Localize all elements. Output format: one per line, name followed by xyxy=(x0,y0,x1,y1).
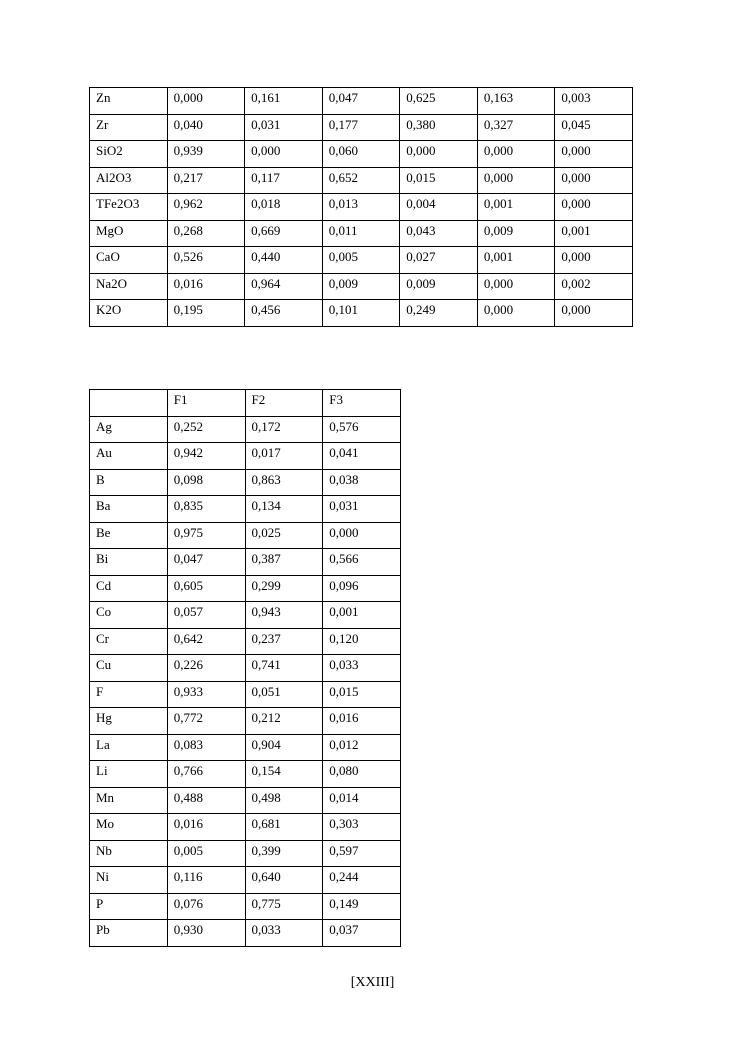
table-row xyxy=(90,469,401,496)
table-row xyxy=(90,787,401,814)
loading-value-cell: 0,037 xyxy=(323,920,401,947)
loading-value-cell: 0,456 xyxy=(245,300,323,327)
loading-value-cell: 0,027 xyxy=(400,247,478,274)
loading-value-cell: 0,681 xyxy=(245,814,323,841)
row-label-cell: F xyxy=(90,681,168,708)
loading-value-cell: 0,116 xyxy=(167,867,245,894)
row-label-cell: Be xyxy=(90,522,168,549)
loading-value-cell: 0,002 xyxy=(555,273,633,300)
column-header-cell: F3 xyxy=(323,390,401,417)
loading-value-cell: 0,016 xyxy=(167,814,245,841)
loading-value-cell: 0,835 xyxy=(167,496,245,523)
table-row xyxy=(90,443,401,470)
loading-value-cell: 0,004 xyxy=(400,194,478,221)
row-label-cell: Co xyxy=(90,602,168,629)
loading-value-cell: 0,000 xyxy=(477,141,555,168)
table-row xyxy=(90,167,633,194)
loading-value-cell: 0,244 xyxy=(323,867,401,894)
row-label-cell: Na2O xyxy=(90,273,168,300)
row-label-cell: Li xyxy=(90,761,168,788)
loading-value-cell: 0,018 xyxy=(245,194,323,221)
oxide-loadings-table-body xyxy=(90,88,633,327)
loading-value-cell: 0,134 xyxy=(245,496,323,523)
loading-value-cell: 0,060 xyxy=(322,141,400,168)
loading-value-cell: 0,163 xyxy=(477,88,555,115)
loading-value-cell: 0,652 xyxy=(322,167,400,194)
loading-value-cell: 0,177 xyxy=(322,114,400,141)
loading-value-cell: 0,640 xyxy=(245,867,323,894)
element-loadings-table xyxy=(89,389,401,947)
loading-value-cell: 0,001 xyxy=(323,602,401,629)
loading-value-cell: 0,669 xyxy=(245,220,323,247)
row-label-cell: B xyxy=(90,469,168,496)
row-label-cell: Mo xyxy=(90,814,168,841)
loading-value-cell: 0,025 xyxy=(245,522,323,549)
loading-value-cell: 0,597 xyxy=(323,840,401,867)
table-row xyxy=(90,273,633,300)
loading-value-cell: 0,009 xyxy=(400,273,478,300)
loading-value-cell: 0,625 xyxy=(400,88,478,115)
loading-value-cell: 0,051 xyxy=(245,681,323,708)
loading-value-cell: 0,741 xyxy=(245,655,323,682)
loading-value-cell: 0,566 xyxy=(323,549,401,576)
table-row xyxy=(90,867,401,894)
row-label-cell: Ba xyxy=(90,496,168,523)
loading-value-cell: 0,009 xyxy=(477,220,555,247)
row-label-cell: Bi xyxy=(90,549,168,576)
row-label-cell: CaO xyxy=(90,247,168,274)
loading-value-cell: 0,149 xyxy=(323,893,401,920)
row-label-cell: MgO xyxy=(90,220,168,247)
table-row xyxy=(90,920,401,947)
loading-value-cell: 0,120 xyxy=(323,628,401,655)
loading-value-cell: 0,161 xyxy=(245,88,323,115)
loading-value-cell: 0,005 xyxy=(322,247,400,274)
table-row xyxy=(90,575,401,602)
loading-value-cell: 0,000 xyxy=(555,194,633,221)
table-row xyxy=(90,220,633,247)
loading-value-cell: 0,015 xyxy=(323,681,401,708)
table-row xyxy=(90,761,401,788)
loading-value-cell: 0,237 xyxy=(245,628,323,655)
table-row xyxy=(90,734,401,761)
element-loadings-table-header xyxy=(90,390,401,417)
header-row xyxy=(90,390,401,417)
row-label-cell: K2O xyxy=(90,300,168,327)
column-header-cell xyxy=(90,390,168,417)
loading-value-cell: 0,576 xyxy=(323,416,401,443)
loading-value-cell: 0,964 xyxy=(245,273,323,300)
loading-value-cell: 0,195 xyxy=(167,300,245,327)
loading-value-cell: 0,001 xyxy=(477,247,555,274)
loading-value-cell: 0,526 xyxy=(167,247,245,274)
loading-value-cell: 0,001 xyxy=(477,194,555,221)
column-header-cell: F2 xyxy=(245,390,323,417)
table-row xyxy=(90,88,633,115)
loading-value-cell: 0,303 xyxy=(323,814,401,841)
loading-value-cell: 0,117 xyxy=(245,167,323,194)
loading-value-cell: 0,057 xyxy=(167,602,245,629)
loading-value-cell: 0,217 xyxy=(167,167,245,194)
loading-value-cell: 0,016 xyxy=(167,273,245,300)
row-label-cell: Au xyxy=(90,443,168,470)
loading-value-cell: 0,040 xyxy=(167,114,245,141)
table-row xyxy=(90,114,633,141)
loading-value-cell: 0,933 xyxy=(167,681,245,708)
table-row xyxy=(90,708,401,735)
loading-value-cell: 0,000 xyxy=(555,247,633,274)
loading-value-cell: 0,000 xyxy=(477,300,555,327)
row-label-cell: Ag xyxy=(90,416,168,443)
table-row xyxy=(90,496,401,523)
row-label-cell: Nb xyxy=(90,840,168,867)
oxide-loadings-table xyxy=(89,87,633,327)
loading-value-cell: 0,642 xyxy=(167,628,245,655)
loading-value-cell: 0,943 xyxy=(245,602,323,629)
loading-value-cell: 0,005 xyxy=(167,840,245,867)
table-row xyxy=(90,522,401,549)
row-label-cell: Cr xyxy=(90,628,168,655)
loading-value-cell: 0,605 xyxy=(167,575,245,602)
loading-value-cell: 0,863 xyxy=(245,469,323,496)
loading-value-cell: 0,962 xyxy=(167,194,245,221)
loading-value-cell: 0,000 xyxy=(323,522,401,549)
loading-value-cell: 0,083 xyxy=(167,734,245,761)
loading-value-cell: 0,043 xyxy=(400,220,478,247)
column-header-cell: F1 xyxy=(167,390,245,417)
loading-value-cell: 0,003 xyxy=(555,88,633,115)
loading-value-cell: 0,268 xyxy=(167,220,245,247)
loading-value-cell: 0,016 xyxy=(323,708,401,735)
loading-value-cell: 0,387 xyxy=(245,549,323,576)
loading-value-cell: 0,942 xyxy=(167,443,245,470)
loading-value-cell: 0,498 xyxy=(245,787,323,814)
table-row xyxy=(90,416,401,443)
loading-value-cell: 0,775 xyxy=(245,893,323,920)
row-label-cell: Ni xyxy=(90,867,168,894)
loading-value-cell: 0,226 xyxy=(167,655,245,682)
table-row xyxy=(90,655,401,682)
row-label-cell: P xyxy=(90,893,168,920)
loading-value-cell: 0,031 xyxy=(323,496,401,523)
row-label-cell: TFe2O3 xyxy=(90,194,168,221)
row-label-cell: Cu xyxy=(90,655,168,682)
loading-value-cell: 0,252 xyxy=(167,416,245,443)
loading-value-cell: 0,930 xyxy=(167,920,245,947)
row-label-cell: Hg xyxy=(90,708,168,735)
loading-value-cell: 0,101 xyxy=(322,300,400,327)
page-number: [XXIII] xyxy=(350,975,395,990)
loading-value-cell: 0,015 xyxy=(400,167,478,194)
loading-value-cell: 0,327 xyxy=(477,114,555,141)
loading-value-cell: 0,096 xyxy=(323,575,401,602)
loading-value-cell: 0,440 xyxy=(245,247,323,274)
loading-value-cell: 0,399 xyxy=(245,840,323,867)
row-label-cell: Mn xyxy=(90,787,168,814)
loading-value-cell: 0,488 xyxy=(167,787,245,814)
table-row xyxy=(90,247,633,274)
table-row xyxy=(90,602,401,629)
loading-value-cell: 0,001 xyxy=(555,220,633,247)
table-row xyxy=(90,628,401,655)
loading-value-cell: 0,098 xyxy=(167,469,245,496)
row-label-cell: Zr xyxy=(90,114,168,141)
loading-value-cell: 0,031 xyxy=(245,114,323,141)
loading-value-cell: 0,017 xyxy=(245,443,323,470)
loading-value-cell: 0,047 xyxy=(322,88,400,115)
loading-value-cell: 0,080 xyxy=(323,761,401,788)
loading-value-cell: 0,154 xyxy=(245,761,323,788)
loading-value-cell: 0,011 xyxy=(322,220,400,247)
loading-value-cell: 0,033 xyxy=(245,920,323,947)
loading-value-cell: 0,766 xyxy=(167,761,245,788)
table-row xyxy=(90,300,633,327)
loading-value-cell: 0,000 xyxy=(555,300,633,327)
row-label-cell: SiO2 xyxy=(90,141,168,168)
row-label-cell: Cd xyxy=(90,575,168,602)
loading-value-cell: 0,000 xyxy=(477,273,555,300)
row-label-cell: La xyxy=(90,734,168,761)
table-row xyxy=(90,893,401,920)
loading-value-cell: 0,000 xyxy=(400,141,478,168)
loading-value-cell: 0,249 xyxy=(400,300,478,327)
table-row xyxy=(90,840,401,867)
row-label-cell: Al2O3 xyxy=(90,167,168,194)
loading-value-cell: 0,772 xyxy=(167,708,245,735)
loading-value-cell: 0,045 xyxy=(555,114,633,141)
loading-value-cell: 0,041 xyxy=(323,443,401,470)
loading-value-cell: 0,012 xyxy=(323,734,401,761)
loading-value-cell: 0,033 xyxy=(323,655,401,682)
loading-value-cell: 0,380 xyxy=(400,114,478,141)
loading-value-cell: 0,009 xyxy=(322,273,400,300)
table-row xyxy=(90,141,633,168)
loading-value-cell: 0,000 xyxy=(167,88,245,115)
loading-value-cell: 0,047 xyxy=(167,549,245,576)
table-row xyxy=(90,814,401,841)
loading-value-cell: 0,000 xyxy=(477,167,555,194)
loading-value-cell: 0,939 xyxy=(167,141,245,168)
loading-value-cell: 0,076 xyxy=(167,893,245,920)
loading-value-cell: 0,000 xyxy=(555,141,633,168)
table-row xyxy=(90,681,401,708)
table-row xyxy=(90,549,401,576)
loading-value-cell: 0,904 xyxy=(245,734,323,761)
row-label-cell: Zn xyxy=(90,88,168,115)
row-label-cell: Pb xyxy=(90,920,168,947)
loading-value-cell: 0,212 xyxy=(245,708,323,735)
loading-value-cell: 0,014 xyxy=(323,787,401,814)
loading-value-cell: 0,975 xyxy=(167,522,245,549)
loading-value-cell: 0,299 xyxy=(245,575,323,602)
table-row xyxy=(90,194,633,221)
loading-value-cell: 0,000 xyxy=(555,167,633,194)
loading-value-cell: 0,013 xyxy=(322,194,400,221)
loading-value-cell: 0,172 xyxy=(245,416,323,443)
loading-value-cell: 0,038 xyxy=(323,469,401,496)
element-loadings-table-body xyxy=(90,416,401,946)
loading-value-cell: 0,000 xyxy=(245,141,323,168)
